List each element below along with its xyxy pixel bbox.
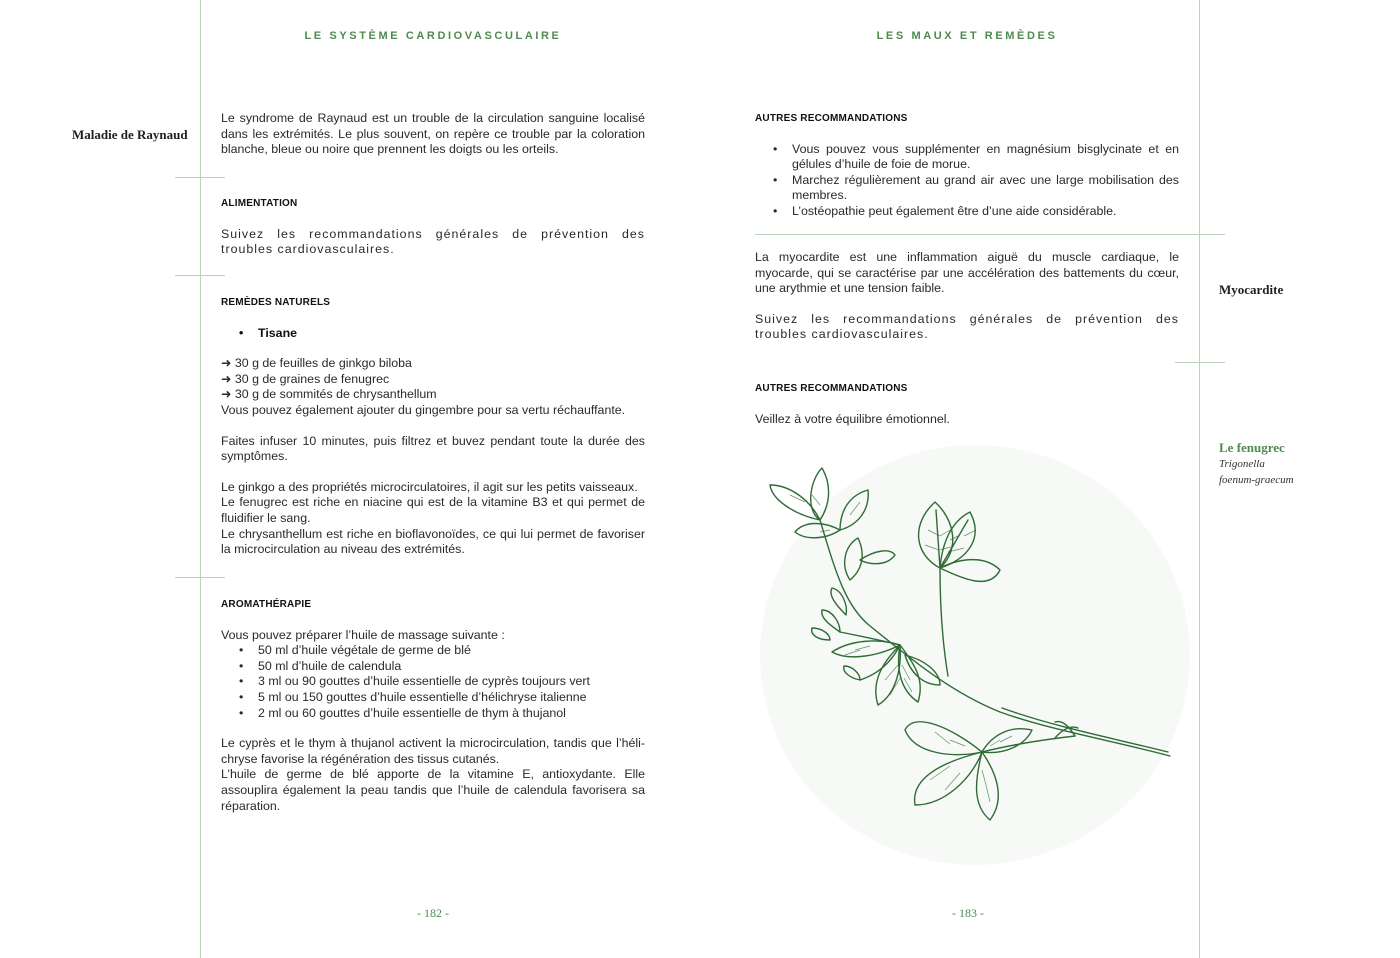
ingredient-item: [221, 356, 645, 372]
alimentation-section: [221, 196, 645, 258]
aroma-list: [221, 643, 645, 721]
illustration-caption: [1219, 440, 1389, 488]
aroma-item: • 2 ml ou 60 gouttes d’huile essentielle de thym à thujanol: [221, 706, 645, 722]
explain-line: Le fenugrec est riche en niacine qui est de la vitamine B3 et qui permet de fluidifier le sang.: [221, 495, 645, 525]
myocardite-section: [755, 250, 1179, 343]
autres-item: • L’ostéopathie peut également être d’une aide considérable.: [755, 204, 1179, 220]
caption-latin: Trigonella: [1219, 458, 1265, 470]
caption-title: Le fenugrec: [1219, 440, 1285, 455]
remedes-section: [221, 295, 645, 558]
autres-heading-1: AUTRES RECOMMANDATIONS: [755, 113, 908, 124]
ingredient-list: [221, 356, 645, 418]
aroma-item: • 50 ml d’huile végétale de germe de blé: [221, 643, 645, 659]
arrow-icon: ➜: [221, 356, 232, 371]
aroma-paragraph: Le cyprès et le thym à thujanol activent la microcirculation, tandis que l’héli-chryse favorise la régénération des tissus cutanés.: [221, 736, 645, 766]
caption-latin: foenum-graecum: [1219, 474, 1294, 486]
aroma-paragraph: L’huile de germe de blé apporte de la vitamine E, antioxydante. Elle assouplira également la peau tandis que l’huile de calendula favorisera sa réparation.: [221, 767, 645, 813]
myocardite-text: Suivez les recommandations générales de prévention des troubles cardiovasculaires.: [755, 311, 1179, 342]
aroma-item: • 50 ml d’huile de calendula: [221, 659, 645, 675]
explain-line: Le ginkgo a des propriétés microcirculatoires, il agit sur les petits vaisseaux.: [221, 479, 638, 494]
aroma-section: [221, 597, 645, 814]
autres-heading-2: AUTRES RECOMMANDATIONS: [755, 383, 908, 394]
section-title-myocardite: Myocardite: [1219, 282, 1284, 297]
aroma-item: • 3 ml ou 90 gouttes d’huile essentielle de cyprès toujours vert: [221, 674, 645, 690]
autres-section-2: [755, 381, 1179, 427]
raynaud-intro: [221, 111, 645, 158]
ingredient-text: 30 g de feuilles de ginkgo biloba: [234, 356, 412, 371]
tisane-list: [221, 326, 645, 342]
autres-list: [755, 142, 1179, 220]
running-header-right: LES MAUX ET REMÈDES: [876, 30, 1058, 42]
aroma-item: • 5 ml ou 150 gouttes d’huile essentielle d’hélichryse italienne: [221, 690, 645, 706]
ingredient-item: [221, 387, 645, 403]
ingredient-note: Vous pouvez également ajouter du gingembre pour sa vertu réchauffante.: [221, 402, 626, 417]
aroma-explanation: [221, 736, 645, 814]
section-divider: [175, 577, 225, 578]
autres-item: • Marchez régulièrement au grand air avec une large mobilisation des membres.: [755, 173, 1179, 204]
alimentation-heading: ALIMENTATION: [221, 198, 298, 209]
fenugreek-illustration: [750, 440, 1190, 870]
autres-text-2: Veillez à votre équilibre émotionnel.: [755, 411, 950, 426]
raynaud-intro-text: Le syndrome de Raynaud est un trouble de la circulation sanguine localisé dans les extrémités. Le plus souvent, on repère ce trouble par la coloration blanche, bleue ou noire que prennent les doigts ou les orteils.: [221, 111, 645, 157]
section-divider: [1175, 362, 1225, 363]
arrow-icon: ➜: [221, 371, 232, 386]
autres-item: • Vous pouvez vous supplémenter en magnésium bisglycinate et en gélules d’huile de foie de morue.: [755, 142, 1179, 173]
section-divider: [175, 177, 225, 178]
running-header-left: LE SYSTÈME CARDIOVASCULAIRE: [304, 30, 562, 42]
page-number-left: - 182 -: [417, 906, 449, 920]
section-title-raynaud: Maladie de Raynaud: [72, 127, 188, 142]
tisane-instructions: Faites infuser 10 minutes, puis filtrez et buvez pendant toute la durée des symptômes.: [221, 433, 645, 464]
autres-section-1: [755, 111, 1179, 220]
section-divider: [755, 234, 1225, 235]
remedes-heading: REMÈDES NATURELS: [221, 297, 331, 308]
section-divider: [175, 275, 225, 276]
page-number-right: - 183 -: [952, 906, 984, 920]
tisane-explanation: [221, 480, 645, 558]
myocardite-intro: La myocardite est une inflammation aiguë du muscle cardiaque, le myocarde, qui se caractérise par une accélération des battements du cœur, une arythmie et une tension faible.: [755, 250, 1179, 296]
ingredient-text: 30 g de graines de fenugrec: [234, 371, 390, 386]
left-margin-rule: [200, 0, 201, 958]
aroma-intro: Vous pouvez préparer l’huile de massage suivante :: [221, 627, 505, 642]
aroma-heading: AROMATHÉRAPIE: [221, 599, 312, 610]
right-margin-rule: [1199, 0, 1200, 958]
tisane-bullet: • Tisane: [221, 326, 645, 342]
alimentation-text: Suivez les recommandations générales de prévention des troubles cardiovasculaires.: [221, 226, 645, 257]
arrow-icon: ➜: [221, 387, 232, 402]
ingredient-item: [221, 372, 645, 388]
ingredient-text: 30 g de sommités de chrysanthellum: [234, 387, 437, 402]
explain-line: Le chrysanthellum est riche en bioflavonoïdes, ce qui lui permet de favoriser la microcirculation au niveau des extrémités.: [221, 526, 645, 557]
